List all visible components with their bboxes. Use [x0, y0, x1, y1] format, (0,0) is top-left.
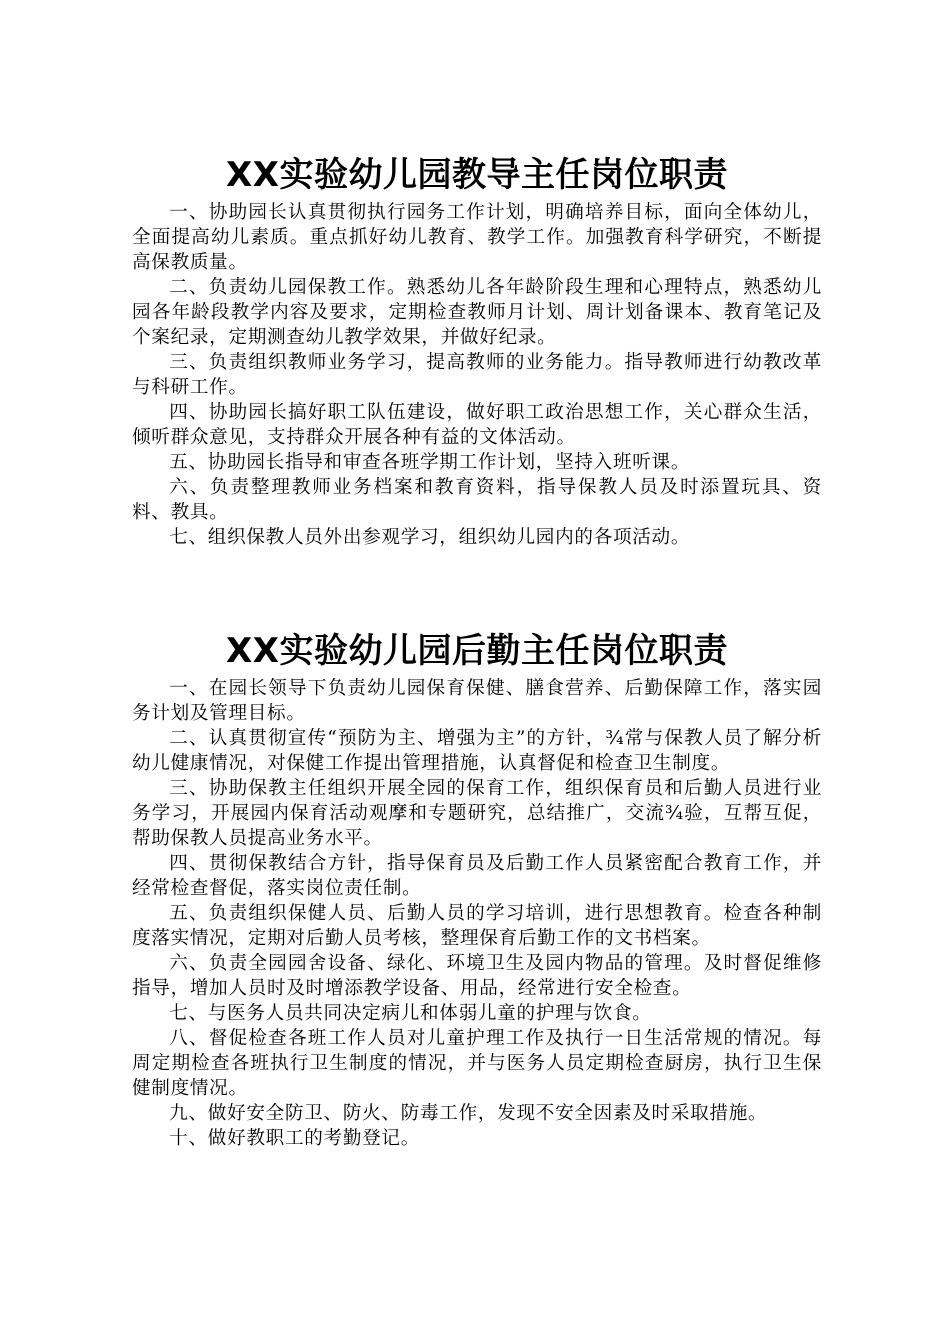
- paragraph: 一、在园长领导下负责幼儿园保育保健、膳食营养、后勤保障工作，落实园务计划及管理目标。: [132, 678, 822, 724]
- section-title: XX实验幼儿园教导主任岗位职责: [226, 155, 728, 195]
- paragraph: 七、组织保教人员外出参观学习，组织幼儿园内的各项活动。: [169, 527, 691, 548]
- paragraph: 四、协助园长搞好职工队伍建设，做好职工政治思想工作，关心群众生活，倾听群众意见，支持群众开展各种有益的文体活动。: [132, 402, 822, 448]
- paragraph: 一、协助园长认真贯彻执行园务工作计划，明确培养目标，面向全体幼儿，全面提高幼儿素质。重点抓好幼儿教育、教学工作。加强教育科学研究，不断提高保教质量。: [132, 202, 822, 273]
- paragraph: 六、负责整理教师业务档案和教育资料，指导保教人员及时添置玩具、资料、教具。: [132, 477, 822, 523]
- paragraph: 五、负责组织保健人员、后勤人员的学习培训，进行思想教育。检查各种制度落实情况，定期对后勤人员考核，整理保育后勤工作的文书档案。: [132, 903, 822, 949]
- paragraph: 八、督促检查各班工作人员对儿童护理工作及执行一日生活常规的情况。每周定期检查各班执行卫生制度的情况，并与医务人员定期检查厨房，执行卫生保健制度情况。: [132, 1028, 822, 1099]
- paragraph: 三、负责组织教师业务学习，提高教师的业务能力。指导教师进行幼教改革与科研工作。: [132, 352, 822, 398]
- paragraph: 二、认真贯彻宣传“预防为主、增强为主”的方针，¾常与保教人员了解分析幼儿健康情况，对保健工作提出管理措施，认真督促和检查卫生制度。: [132, 728, 822, 774]
- paragraph: 四、贯彻保教结合方针，指导保育员及后勤工作人员紧密配合教育工作，并经常检查督促，落实岗位责任制。: [132, 853, 822, 899]
- section-title: XX实验幼儿园后勤主任岗位职责: [226, 631, 728, 671]
- paragraph: 六、负责全园园舍设备、绿化、环境卫生及园内物品的管理。及时督促维修指导，增加人员时及时增添教学设备、用品，经常进行安全检查。: [132, 953, 822, 999]
- paragraph: 九、做好安全防卫、防火、防毒工作，发现不安全因素及时采取措施。: [169, 1103, 768, 1124]
- paragraph: 十、做好教职工的考勤登记。: [169, 1128, 421, 1149]
- paragraph: 三、协助保教主任组织开展全园的保育工作，组织保育员和后勤人员进行业务学习，开展园内保育活动观摩和专题研究，总结推广，交流¾验，互帮互促，帮助保教人员提高业务水平。: [132, 778, 822, 849]
- section-logistics-director: [132, 626, 822, 1151]
- section-teaching-director: [132, 150, 822, 550]
- paragraph: 五、协助园长指导和审查各班学期工作计划，坚持入班听课。: [169, 452, 691, 473]
- paragraph: 七、与医务人员共同决定病儿和体弱儿童的护理与饮食。: [169, 1003, 652, 1024]
- paragraph: 二、负责幼儿园保教工作。熟悉幼儿各年龄阶段生理和心理特点，熟悉幼儿园各年龄段教学内容及要求，定期检查教师月计划、周计划备课本、教育笔记及个案纪录，定期测查幼儿教学效果，并做好纪录。: [132, 277, 822, 348]
